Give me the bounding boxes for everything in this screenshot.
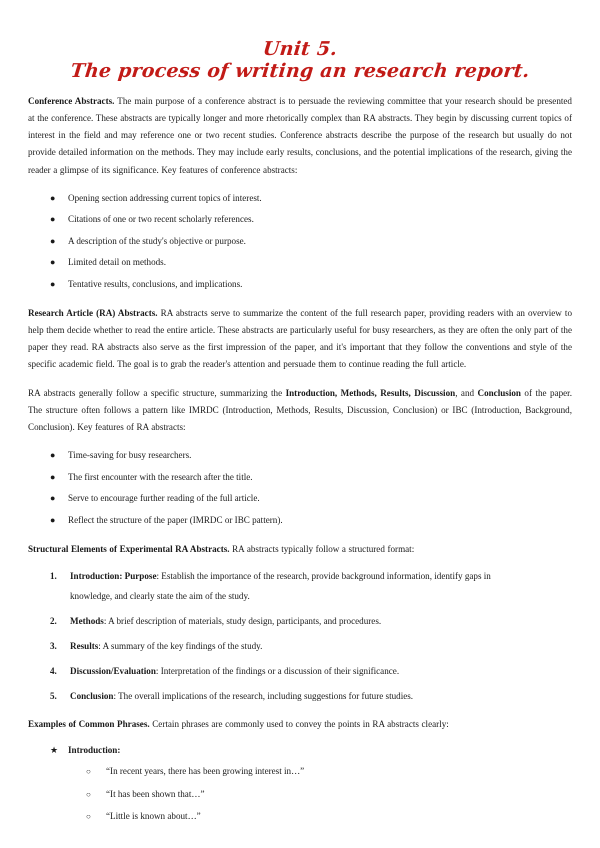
title-line-1: Unit 5. <box>261 38 339 60</box>
disc-bullet-icon: ● <box>50 214 56 225</box>
disc-bullet-icon: ● <box>50 235 56 246</box>
list-item-text: : A summary of the key findings of the study. <box>98 640 263 651</box>
list-item <box>28 254 572 271</box>
list-item-text: “It has been shown that…” <box>106 788 205 799</box>
phrase-group-label: Introduction: <box>68 745 121 756</box>
circle-bullet-icon: ○ <box>86 767 91 777</box>
common-phrases-star-list <box>28 742 572 825</box>
ra-abstracts-body: RA abstracts serve to summarize the content of the full research paper, providing readers with an overview to help them decide whether to read the entire article. These abstracts are particularly useful for busy researchers, as they are often the only part of the paper they read. RA abstracts also serve as the first impression of the paper, and it's important that they follow the conventions and style of the specific academic field. The goal is to grab the reader's attention and persuade them to continue reading the full article. <box>28 307 572 370</box>
list-item-text: Time-saving for busy researchers. <box>68 450 192 461</box>
list-number: 1. <box>50 570 57 581</box>
ra-abstracts-paragraph <box>28 305 572 374</box>
ra-structure-paragraph <box>28 385 572 437</box>
list-item <box>28 276 572 293</box>
list-number: 5. <box>50 690 57 701</box>
list-item-text: “Little is known about…” <box>106 811 201 822</box>
disc-bullet-icon: ● <box>50 450 56 461</box>
list-item-text: The first encounter with the research after the title. <box>68 471 253 482</box>
list-item <box>28 637 572 656</box>
list-item-text: Serve to encourage further reading of the full article. <box>68 493 260 504</box>
disc-bullet-icon: ● <box>50 514 56 525</box>
list-item-continuation: knowledge, and clearly state the aim of the study. <box>70 590 250 601</box>
common-phrases-body: Certain phrases are commonly used to convey the points in RA abstracts clearly: <box>149 718 449 729</box>
circle-bullet-icon: ○ <box>86 812 91 822</box>
list-item-text: : A brief description of materials, study design, participants, and procedures. <box>103 615 382 626</box>
circle-bullet-icon: ○ <box>86 789 91 799</box>
list-number: 2. <box>50 615 57 626</box>
ra-structure-bold-terms: Introduction, Methods, Results, Discussion <box>285 387 456 398</box>
list-item <box>28 612 572 631</box>
list-number: 4. <box>50 665 57 676</box>
ra-abstracts-lead: Research Article (RA) Abstracts. <box>28 307 158 318</box>
list-item <box>68 808 572 825</box>
common-phrases-lead: Examples of Common Phrases. <box>28 718 150 729</box>
disc-bullet-icon: ● <box>50 278 56 289</box>
list-item-label: Methods <box>70 615 104 626</box>
disc-bullet-icon: ● <box>50 192 56 203</box>
list-item <box>28 447 572 464</box>
list-item <box>28 190 572 207</box>
title-line-2: The process of writing an research report. <box>69 59 531 82</box>
list-item-label: Introduction: Purpose <box>70 570 157 581</box>
list-item-text: Citations of one or two recent scholarly references. <box>68 214 254 225</box>
conference-abstracts-body: The main purpose of a conference abstract is to persuade the reviewing committee that your research should be presented at the conference. These abstracts are typically longer and more rhetorically complex than RA abstracts. They begin by discussing current topics of interest in the field and may reference one or two recent studies. Conference abstracts describe the purpose of the research but usually do not provide detailed information on the methods. They may include early results, conclusions, and the potential implications of the research, giving the reader a glimpse of its significance. Key features of conference abstracts: <box>28 95 572 175</box>
list-item <box>28 490 572 507</box>
common-phrases-paragraph <box>28 716 572 733</box>
list-item-text: : Interpretation of the findings or a discussion of their significance. <box>155 665 400 676</box>
list-item-label: Discussion/Evaluation <box>70 665 156 676</box>
list-number: 3. <box>50 640 57 651</box>
list-item <box>28 567 572 606</box>
list-item <box>28 512 572 529</box>
star-bullet-icon: ★ <box>50 745 59 756</box>
list-item-text: : The overall implications of the research, including suggestions for future studies. <box>113 690 414 701</box>
list-item <box>28 469 572 486</box>
structural-elements-body: RA abstracts typically follow a structured format: <box>229 543 415 554</box>
conference-abstracts-lead: Conference Abstracts. <box>28 95 115 106</box>
conference-abstracts-bullet-list <box>28 190 572 293</box>
list-item <box>28 742 572 825</box>
ra-structure-bullet-list <box>28 447 572 529</box>
disc-bullet-icon: ● <box>50 257 56 268</box>
list-item-text: : Establish the importance of the research, provide background information, identify gaps in <box>156 570 491 581</box>
list-item-text: Reflect the structure of the paper (IMRDC or IBC pattern). <box>68 514 283 525</box>
list-item-text: Tentative results, conclusions, and implications. <box>68 278 243 289</box>
structural-elements-numbered-list <box>28 567 572 706</box>
list-item-label: Results <box>70 640 99 651</box>
disc-bullet-icon: ● <box>50 493 56 504</box>
list-item <box>28 662 572 681</box>
ra-structure-text-1: RA abstracts generally follow a specific structure, summarizing the <box>28 387 286 398</box>
list-item-text: Opening section addressing current topics of interest. <box>68 192 262 203</box>
ra-structure-text-2: , and <box>455 387 478 398</box>
list-item <box>28 211 572 228</box>
structural-elements-lead: Structural Elements of Experimental RA Abstracts. <box>28 543 230 554</box>
page-title <box>28 0 572 93</box>
list-item <box>68 786 572 803</box>
list-item-label: Conclusion <box>70 690 114 701</box>
ra-structure-bold-conclusion: Conclusion <box>477 387 521 398</box>
list-item <box>68 763 572 780</box>
structural-elements-paragraph <box>28 541 572 558</box>
common-phrases-sub-list <box>68 763 572 825</box>
conference-abstracts-paragraph <box>28 93 572 179</box>
list-item <box>28 687 572 706</box>
list-item-text: A description of the study's objective or purpose. <box>68 235 246 246</box>
list-item-text: Limited detail on methods. <box>68 257 166 268</box>
disc-bullet-icon: ● <box>50 471 56 482</box>
list-item <box>28 233 572 250</box>
ra-structure-text-3: of the paper. The structure often follows a pattern like IMRDC (Introduction, Methods, Results, Discussion, Conclusion) or IBC (Introduction, Background, Conclusion). Key features of RA abstracts: <box>28 387 572 433</box>
list-item-text: “In recent years, there has been growing interest in…” <box>106 766 305 777</box>
